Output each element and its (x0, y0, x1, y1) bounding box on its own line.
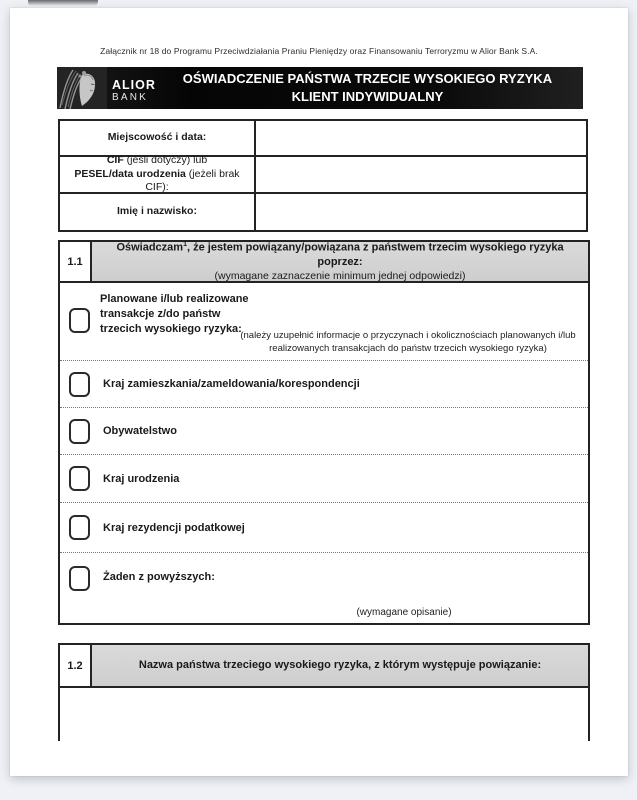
heading-text: Oświadczam (116, 241, 184, 254)
city-date-input[interactable] (256, 121, 586, 155)
form-title-line1: OŚWIADCZENIE PAŃSTWA TRZECIE WYSOKIEGO RYZYKA (182, 70, 553, 86)
option-note: (należy uzupełnić informacje o przyczynach i okolicznościach planowanych i/lub realizowanych transakcjach do państw trzecich wysokiego ryzyka) (240, 330, 576, 354)
option-label: Żaden z powyższych: (103, 571, 215, 583)
cif-label-line2 (66, 168, 248, 195)
name-label: Imię i nazwisko: (117, 205, 197, 218)
option-label: Kraj rezydencji podatkowej (103, 521, 245, 534)
checkbox-birth-country[interactable] (69, 466, 90, 491)
country-name-input[interactable] (60, 688, 588, 741)
row-label (60, 154, 256, 194)
option-label: Planowane i/lub realizowane transakcje z/do państw trzecich wysokiego ryzyka: (100, 293, 249, 335)
form-title-line2: KLIENT INDYWIDUALNY (291, 89, 444, 104)
section-1-1 (58, 240, 590, 625)
scan-edge-smudge (28, 0, 98, 6)
checkbox-tax-residence[interactable] (69, 515, 90, 540)
checkbox-citizenship[interactable] (69, 419, 90, 444)
option-none-of-above (60, 552, 588, 623)
table-row-cif-pesel (60, 155, 586, 192)
cif-rest: (jeśli dotyczy) lub (123, 154, 208, 167)
section-1-1-title (92, 242, 588, 281)
brand-alior: ALIOR (112, 78, 156, 92)
table-row-city-date (60, 121, 586, 155)
pesel-bold: PESEL/data urodzenia (74, 167, 186, 180)
section-number: 1.1 (60, 242, 92, 281)
alior-logo (57, 67, 162, 109)
table-row-name (60, 192, 586, 230)
city-date-label: Miejscowość i data: (107, 131, 207, 144)
option-citizenship (60, 407, 588, 454)
header-bar (57, 67, 583, 109)
option-label: Kraj zamieszkania/zameldowania/korespondencji (103, 378, 360, 390)
footnote-marker: 1 (183, 240, 187, 248)
statue-icon (57, 67, 107, 109)
checkbox-none-of-above[interactable] (69, 566, 90, 591)
option-tax-residence (60, 502, 588, 552)
section-1-2 (58, 643, 590, 741)
row-label (60, 121, 256, 155)
option-label: Obywatelstwo (103, 425, 177, 437)
heading-subnote: (wymagane zaznaczenie minimum jednej odpowiedzi) (214, 269, 466, 282)
section-1-1-header (60, 242, 588, 283)
declaration-heading (100, 240, 580, 270)
option-birth-country (60, 454, 588, 502)
form-title (162, 67, 583, 109)
pesel-rest: (jeżeli brak CIF): (145, 167, 240, 194)
cif-pesel-input[interactable] (256, 157, 586, 192)
cif-label-line1 (66, 154, 248, 168)
info-table (58, 119, 588, 232)
option-label: Kraj urodzenia (103, 472, 180, 485)
country-heading: Nazwa państwa trzeciego wysokiego ryzyka, z którym występuje powiązanie: (138, 659, 542, 672)
form-page (10, 8, 628, 776)
option-residence-country (60, 360, 588, 407)
attachment-note: Załącznik nr 18 do Programu Przeciwdziałania Praniu Pieniędzy oraz Finansowaniu Terroryzmu w Alior Bank S.A. (100, 46, 538, 56)
row-label (60, 194, 256, 230)
brand-bank: BANK (112, 91, 149, 103)
checkbox-transactions[interactable] (69, 308, 90, 333)
option-transactions (60, 283, 588, 360)
cif-bold: CIF (106, 154, 124, 167)
name-input[interactable] (256, 194, 586, 230)
section-number: 1.2 (60, 645, 92, 686)
section-1-2-title (92, 645, 588, 686)
checkbox-residence-country[interactable] (69, 372, 90, 397)
brand-name (107, 67, 162, 109)
heading-text-cont: , że jestem powiązany/powiązana z państwem trzecim wysokiego ryzyka poprzez: (186, 241, 564, 269)
option-note: (wymagane opisanie) (356, 607, 452, 618)
section-1-2-header (60, 645, 588, 688)
